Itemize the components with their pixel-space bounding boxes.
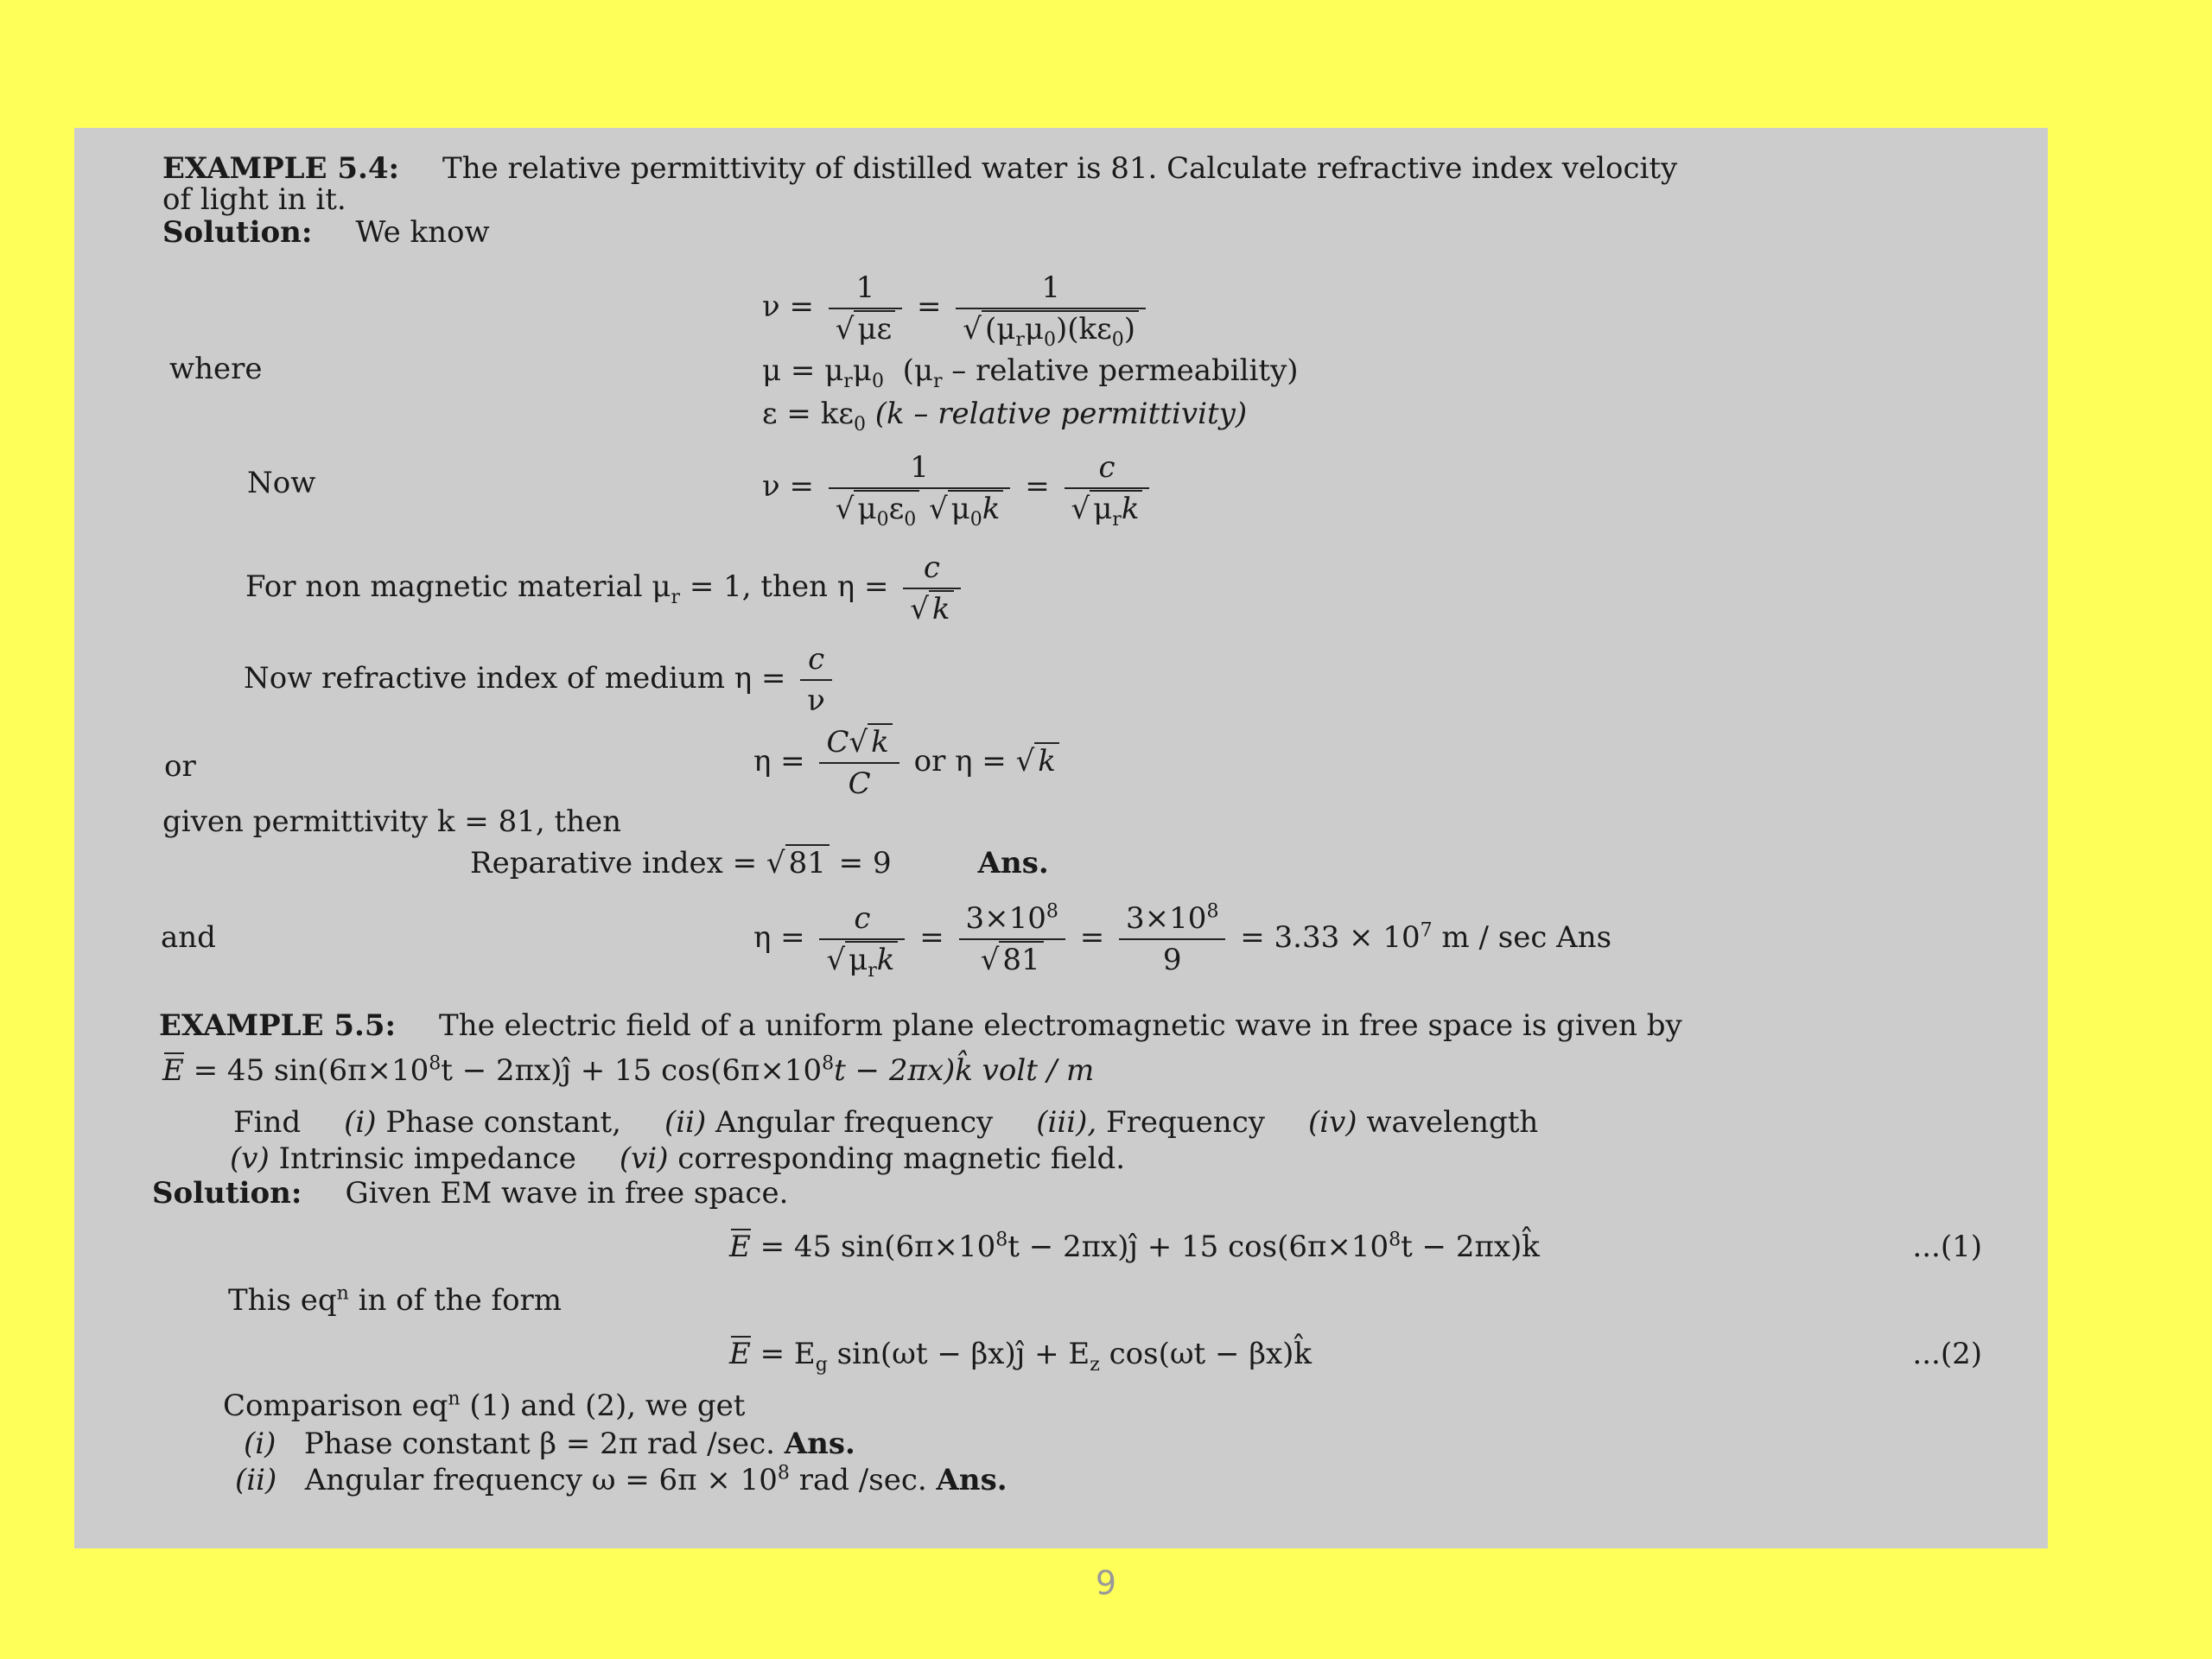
item-number: (v) — [230, 1141, 270, 1176]
subscript: 0 — [969, 508, 982, 531]
example-5-4-heading: EXAMPLE 5.4: — [162, 151, 400, 186]
subscript: 0 — [1043, 328, 1056, 351]
fraction: $\frac{3\times 10^8}{√ 81}$ — [959, 904, 1065, 975]
result-1 — [244, 1429, 855, 1459]
solution-text: We know — [355, 215, 490, 250]
result-text: Phase constant β = 2π rad /sec. — [303, 1427, 775, 1461]
numerator: c — [819, 904, 905, 940]
vector-e: E — [162, 1053, 184, 1088]
den-part: )(kε — [1055, 312, 1112, 346]
eq-lhs: ν = — [762, 289, 814, 324]
numerator: c — [903, 553, 960, 589]
eq-part: cos(ωt − βx)k̂ — [1099, 1337, 1313, 1371]
superscript: 8 — [822, 1052, 835, 1075]
fraction — [1119, 900, 1225, 977]
numerator: c — [800, 645, 832, 681]
reparative-index-line: Reparative index = √ 81 = 9 Ans. — [470, 846, 1049, 880]
given-line: given permittivity k = 81, then — [162, 804, 622, 839]
item-text: wavelength — [1366, 1105, 1539, 1140]
subscript: r — [843, 370, 853, 392]
item-text: Phase constant, — [385, 1105, 621, 1140]
example-5-4-line1 — [162, 151, 1678, 186]
example-5-5-heading: EXAMPLE 5.5: — [159, 1008, 397, 1043]
text: (1) and (2), we get — [460, 1389, 746, 1423]
numerator: 3×10 — [1126, 901, 1207, 936]
mu-part: μ — [852, 353, 872, 388]
denominator: ν — [807, 683, 825, 718]
comparison-line — [223, 1388, 746, 1423]
superscript: 7 — [1420, 919, 1433, 942]
item-number: (i) — [344, 1105, 377, 1140]
now-label: Now — [247, 466, 316, 500]
ans-label: Ans. — [977, 846, 1049, 880]
result-text: Angular frequency ω = 6π × 10 — [304, 1463, 778, 1497]
denominator: C — [848, 766, 871, 801]
superscript: 8 — [1206, 900, 1219, 923]
text: Now refractive index of medium η = — [244, 661, 786, 696]
fraction: $\frac{c}{√ k}$ — [903, 553, 960, 624]
or-label: or — [164, 749, 196, 784]
ans-label: Ans. — [936, 1463, 1007, 1497]
result-unit: m / sec Ans — [1432, 920, 1612, 955]
text: or η = — [913, 744, 1007, 779]
result-text: rad /sec. — [789, 1463, 927, 1497]
item-number: (vi) — [619, 1141, 669, 1176]
solution-heading: Solution: — [162, 215, 313, 250]
mu-eq: μ = μ — [762, 353, 844, 388]
equation-and — [753, 900, 1612, 982]
item-number: (iii), — [1036, 1105, 1097, 1140]
denominator: 9 — [1162, 943, 1182, 977]
fraction: $\frac{C√ k}{C}$ — [819, 728, 899, 798]
subscript: r — [1112, 508, 1122, 531]
find-line2 — [230, 1141, 1126, 1176]
den-part: (μ — [984, 312, 1016, 346]
denominator: k — [929, 590, 954, 626]
equals: = — [1079, 920, 1105, 955]
subscript: 0 — [904, 508, 917, 531]
text: For non magnetic material μ — [245, 569, 671, 604]
eq-part: t − 2πx)k̂ — [1401, 1230, 1540, 1264]
text: = 1, then η = — [680, 569, 889, 604]
den-part: μ — [1093, 492, 1113, 526]
where-label: where — [169, 352, 263, 386]
den-part: μ — [1024, 312, 1044, 346]
solution-5-5-line — [152, 1176, 789, 1211]
subscript: 0 — [853, 413, 866, 435]
vector-e: E — [729, 1337, 751, 1371]
fraction: $\frac{c}{√ \mu_rk}$ — [1065, 453, 1150, 524]
mu-note-rest: – relative permeability) — [942, 353, 1299, 388]
item-number: (i) — [244, 1427, 276, 1461]
numerator: 1 — [956, 273, 1146, 309]
example-5-5-equation — [162, 1052, 1095, 1088]
den-part: k — [982, 492, 1001, 526]
and-label: and — [161, 920, 216, 955]
radicand: k — [1034, 742, 1059, 779]
equation-now — [762, 450, 1154, 531]
denominator: με — [854, 310, 895, 346]
eq-part: = 45 sin(6π×10 — [183, 1053, 429, 1088]
solution-text: Given EM wave in free space. — [345, 1176, 789, 1211]
eq-lhs: η = — [753, 744, 805, 779]
fraction: $\frac{1}{√ \mu\varepsilon}$ — [829, 273, 902, 344]
subscript: r — [932, 370, 943, 392]
equation-tag: ...(1) — [1912, 1230, 1982, 1264]
document-page — [74, 128, 2048, 1548]
example-5-5-text: The electric field of a uniform plane electromagnetic wave in free space is given by — [439, 1008, 1682, 1043]
item-text: Intrinsic impedance — [278, 1141, 576, 1176]
fraction: $\frac{1}{√ \mu_0\varepsilon_0 √ \mu_0k}$ — [829, 453, 1011, 524]
superscript: 8 — [429, 1052, 442, 1075]
superscript: 8 — [1389, 1229, 1402, 1251]
superscript: n — [336, 1282, 349, 1305]
numerator: 1 — [829, 453, 1011, 489]
equals: = — [916, 289, 942, 324]
equation-1 — [729, 1229, 1982, 1264]
subscript: 0 — [876, 508, 889, 531]
numerator: 1 — [829, 273, 902, 309]
eq-part: t − 2πx)ĵ + 15 cos(6π×10 — [1007, 1230, 1389, 1264]
den-part: μ — [849, 943, 868, 977]
superscript: n — [448, 1388, 461, 1410]
refractive-index-line — [244, 642, 837, 718]
eq-part: t − 2πx)k̂ volt / m — [834, 1053, 1095, 1088]
subscript: r — [868, 959, 877, 982]
eq-lhs: ν = — [762, 469, 814, 504]
mu-definition — [762, 353, 1299, 392]
mu-note: (μ — [902, 353, 933, 388]
ans-label: Ans. — [784, 1427, 855, 1461]
example-5-5-line1 — [159, 1008, 1682, 1043]
eps-eq: ε = kε — [762, 397, 854, 431]
superscript: 8 — [1046, 900, 1058, 923]
den-part: ) — [1123, 312, 1135, 346]
page-number: 9 — [1095, 1564, 1117, 1602]
eq-part: sin(ωt − βx)ĵ + E — [827, 1337, 1090, 1371]
find-line1 — [233, 1105, 1539, 1140]
den-part: ε — [888, 492, 905, 526]
eq-part: t − 2πx)ĵ + 15 cos(6π×10 — [441, 1053, 823, 1088]
eps-note: (k – relative permittivity) — [874, 397, 1248, 431]
subscript: z — [1090, 1353, 1100, 1376]
non-magnetic-line — [245, 550, 966, 626]
text: in of the form — [348, 1283, 563, 1318]
den-part: μ — [857, 492, 877, 526]
text: This eq — [228, 1283, 337, 1318]
numerator: 3×10 — [965, 901, 1046, 936]
numerator: c — [1065, 453, 1150, 489]
find-label: Find — [233, 1105, 302, 1140]
den-part: μ — [950, 492, 970, 526]
fraction: $\frac{1}{√ (\mu_r\mu_0)(k\varepsilon_0)}$ — [956, 273, 1146, 344]
radicand: 81 — [785, 844, 830, 880]
epsilon-definition — [762, 397, 1248, 435]
subscript: r — [1015, 328, 1025, 351]
equals: = — [919, 920, 944, 955]
vector-e: E — [729, 1230, 751, 1264]
den-part: k — [876, 943, 895, 977]
text: Comparison eq — [223, 1389, 448, 1423]
fraction: $\frac{c}{√ \mu_rk}$ — [819, 904, 905, 975]
example-5-4-line2: of light in it. — [162, 182, 346, 217]
example-5-4-text: The relative permittivity of distilled water is 81. Calculate refractive index velocity — [442, 151, 1678, 186]
result: = 9 — [838, 846, 892, 880]
item-number: (iv) — [1307, 1105, 1357, 1140]
eq-part: = E — [750, 1337, 816, 1371]
numerator: C — [826, 725, 849, 760]
item-number: (ii) — [664, 1105, 707, 1140]
eq-part: = 45 sin(6π×10 — [750, 1230, 996, 1264]
radicand: k — [868, 723, 893, 760]
fraction — [800, 642, 832, 718]
text: Reparative index = — [470, 846, 758, 880]
equals: = — [1025, 469, 1050, 504]
superscript: 8 — [777, 1462, 790, 1484]
solution-5-4-line — [162, 215, 490, 250]
subscript: g — [815, 1353, 828, 1376]
result: = 3.33 × 10 — [1240, 920, 1421, 955]
subscript: 0 — [1111, 328, 1124, 351]
equation-or: η = $\frac{C√ k}{C}$ or η = √ k — [753, 728, 1059, 798]
form-line — [228, 1282, 563, 1318]
equation-2 — [729, 1337, 1982, 1376]
den-part: k — [1121, 492, 1140, 526]
item-text: corresponding magnetic field. — [677, 1141, 1126, 1176]
item-text: Angular frequency — [715, 1105, 994, 1140]
denominator: 81 — [999, 941, 1043, 977]
item-text: Frequency — [1106, 1105, 1265, 1140]
subscript: 0 — [871, 370, 884, 392]
subscript: r — [671, 586, 681, 608]
solution-heading: Solution: — [152, 1176, 302, 1211]
result-2 — [235, 1462, 1007, 1497]
equation-velocity — [762, 270, 1151, 351]
eq-lhs: η = — [753, 920, 805, 955]
item-number: (ii) — [235, 1463, 277, 1497]
superscript: 8 — [995, 1229, 1008, 1251]
equation-tag: ...(2) — [1912, 1337, 1982, 1371]
